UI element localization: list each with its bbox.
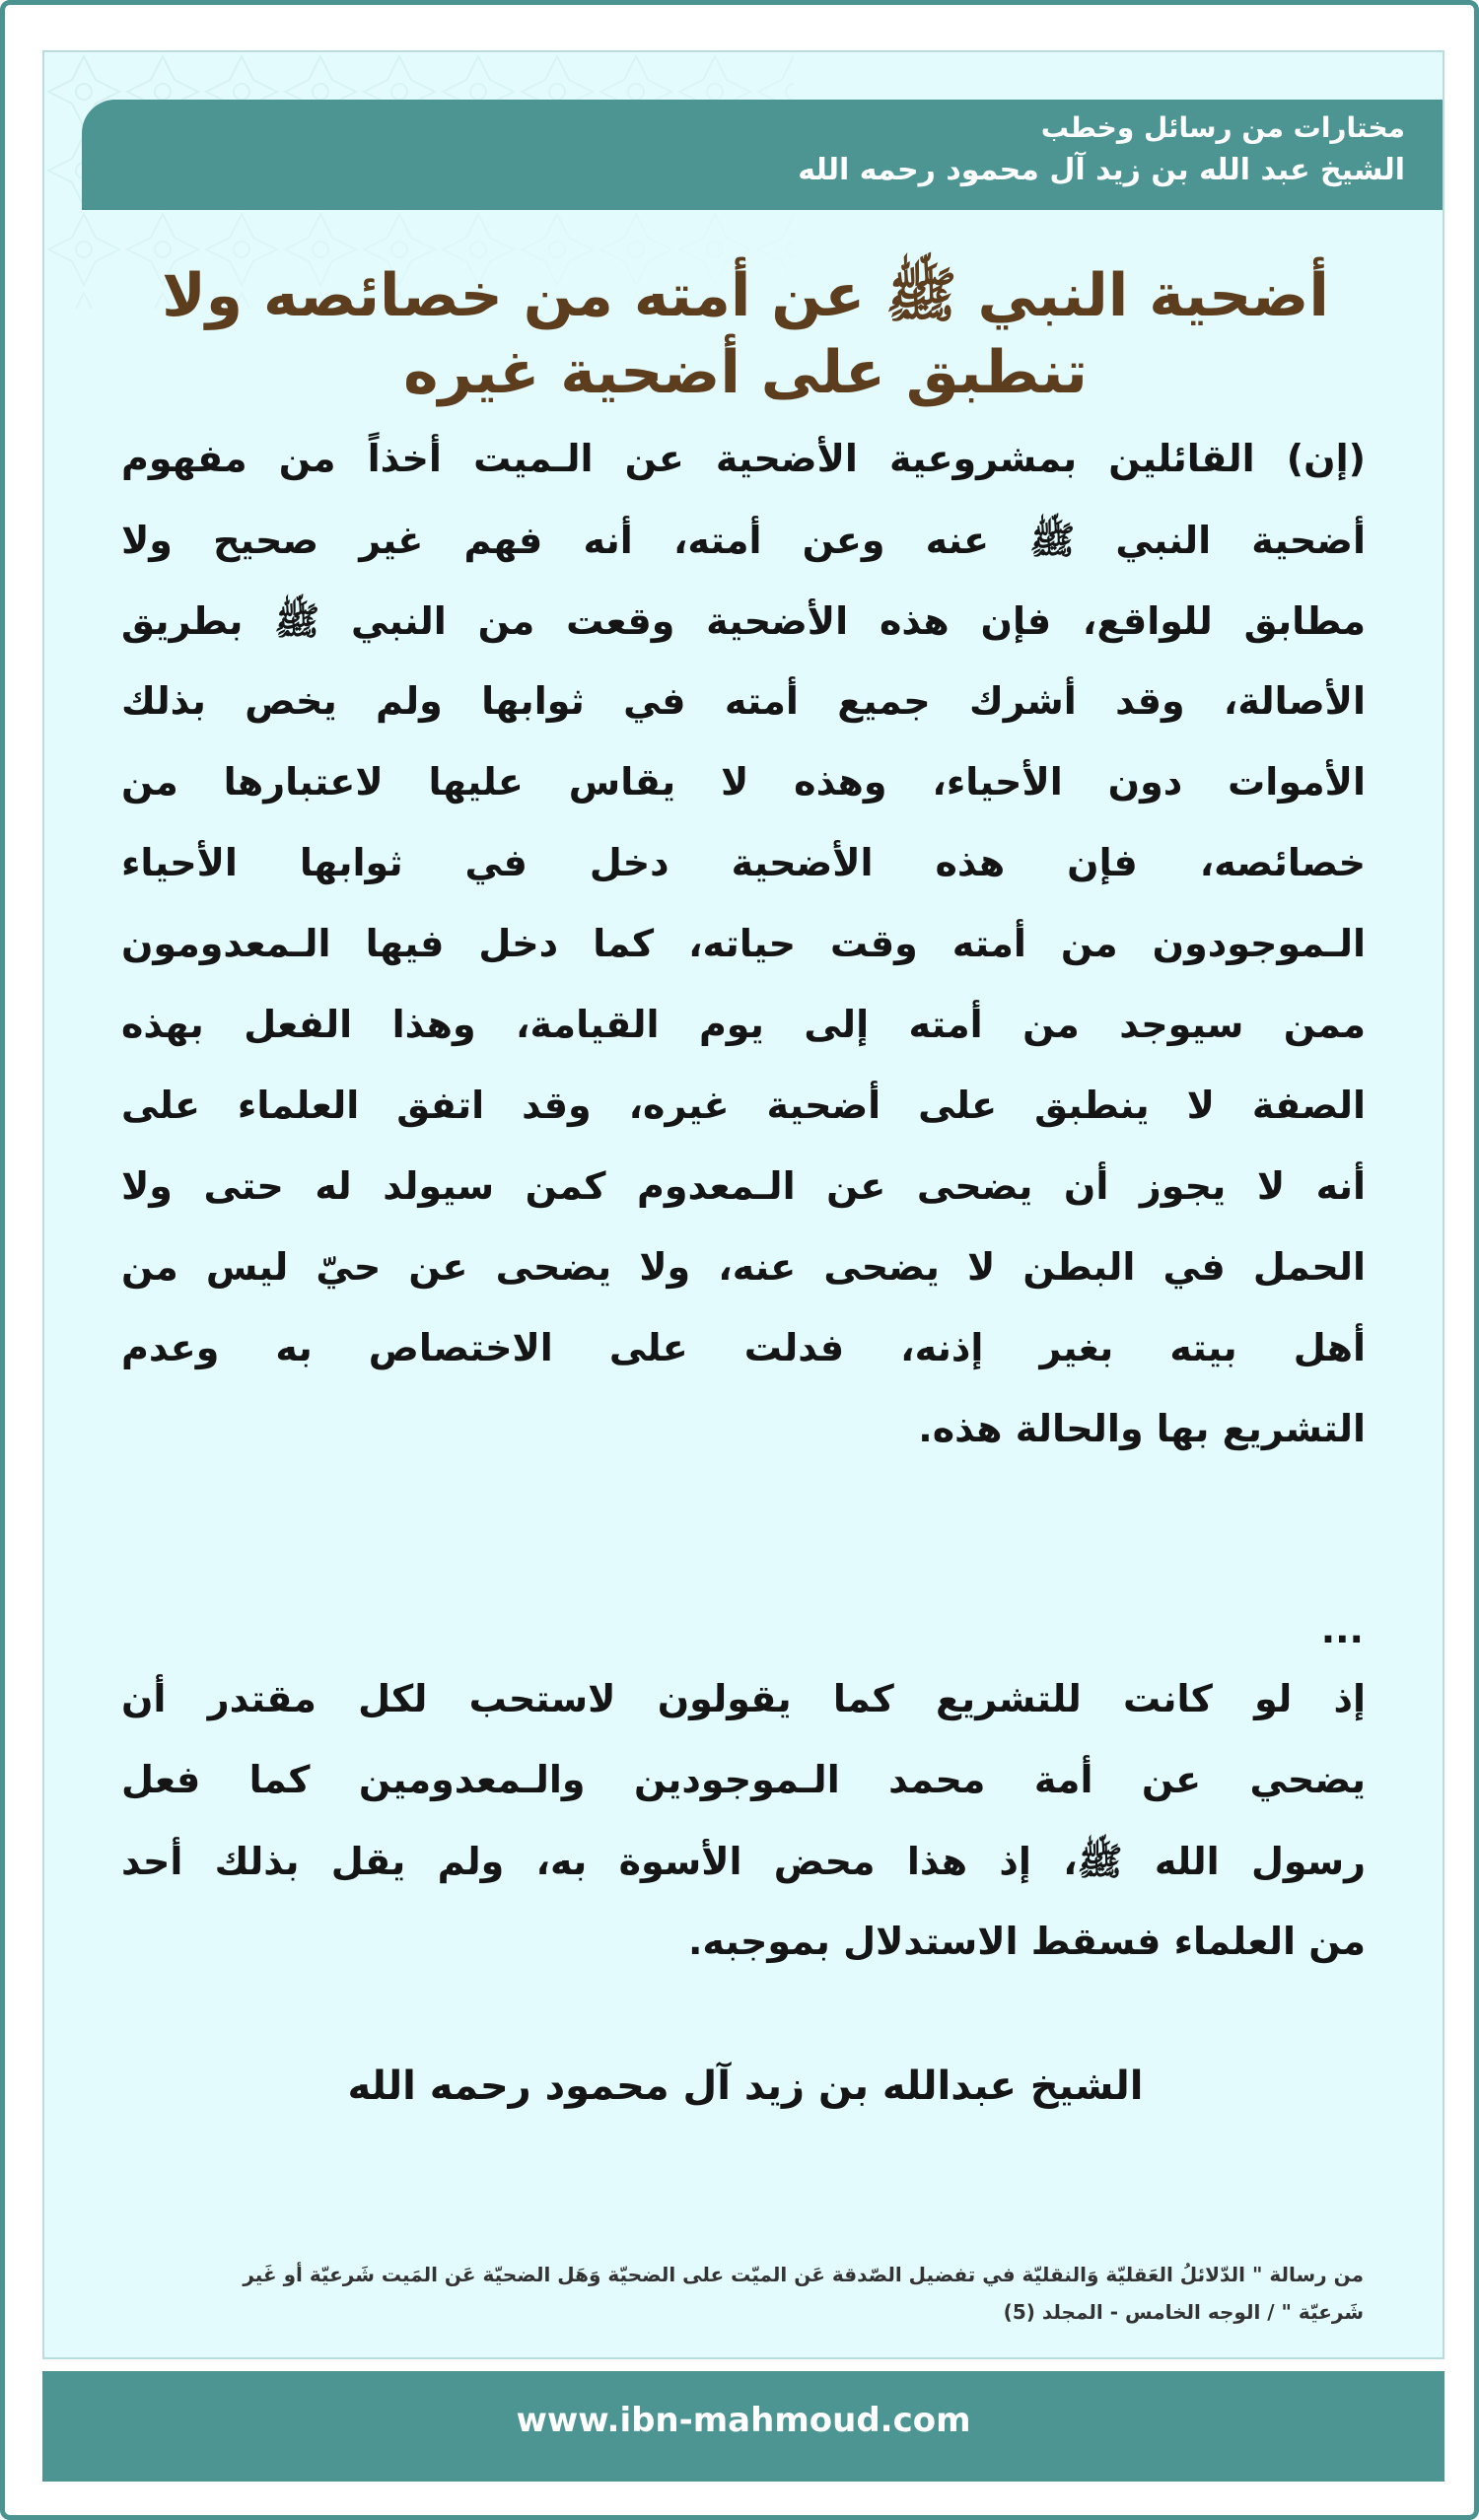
ellipsis: ... [1320, 1608, 1364, 1651]
source-citation-line-2: شَرعيّة " / الوجه الخامس - المجلد (5) [1003, 2300, 1364, 2324]
article-title-line-2: تنطبق على أضحية غيره [403, 338, 1088, 407]
paragraph-line: الـموجودون من أمته وقت حياته، كما دخل فيها الـمعدومون [121, 922, 1366, 965]
paragraph-line: أهل بيته بغير إذنه، فدلت على الاختصاص به وعدم [121, 1326, 1366, 1369]
paragraph-line: (إن) القائلين بمشروعية الأضحية عن الـميت أخذاً من مفهوم [121, 437, 1366, 480]
paragraph-line: يضحي عن أمة محمد الـموجودين والـمعدومين كما فعل [121, 1758, 1366, 1801]
content-panel [42, 50, 1444, 2359]
footer-bar [42, 2371, 1444, 2482]
paragraph-line: الحمل في البطن لا يضحى عنه، ولا يضحى عن حيّ ليس من [121, 1245, 1366, 1289]
website-link[interactable]: www.ibn-mahmoud.com [516, 2401, 971, 2440]
paragraph-line: رسول الله ﷺ، إذ هذا محض الأسوة به، ولم يقل بذلك أحد [121, 1840, 1366, 1883]
paragraph-line: التشريع بها والحالة هذه. [918, 1407, 1366, 1450]
paragraph-line: مطابق للواقع، فإن هذه الأضحية وقعت من النبي ﷺ بطريق [121, 599, 1366, 643]
author-name-header: الشيخ عبد الله بن زيد آل محمود رحمه الله [798, 153, 1405, 187]
author-signature: الشيخ عبدالله بن زيد آل محمود رحمه الله [347, 2064, 1144, 2109]
paragraph-line: إذ لو كانت للتشريع كما يقولون لاستحب لكل مقتدر أن [121, 1677, 1366, 1720]
paragraph-line: خصائصه، فإن هذه الأضحية دخل في ثوابها الأحياء [121, 841, 1366, 884]
source-citation-line-1: من رسالة " الدّلائلُ العَقليّة وَالنقليّة في تفضيل الصّدقة عَن الميّت على الضحيّة وَهَل الضحيّة عَن المَيت شَرعيّة أو غَير [243, 2263, 1364, 2286]
paragraph-line: الأموات دون الأحياء، وهذه لا يقاس عليها لاعتبارها من [121, 760, 1366, 804]
paragraph-line: الأصالة، وقد أشرك جميع أمته في ثوابها ولم يخص بذلك [121, 679, 1366, 723]
paragraph-line: ممن سيوجد من أمته إلى يوم القيامة، وهذا الفعل بهذه [121, 1003, 1366, 1046]
series-title: مختارات من رسائل وخطب [1040, 111, 1405, 144]
paragraph-line: أنه لا يجوز أن يضحى عن الـمعدوم كمن سيولد له حتى ولا [121, 1164, 1366, 1208]
paragraph-line: من العلماء فسقط الاستدلال بموجبه. [687, 1920, 1366, 1963]
paragraph-line: الصفة لا ينطبق على أضحية غيره، وقد اتفق العلماء على [121, 1084, 1366, 1127]
paragraph-line: أضحية النبي ﷺ عنه وعن أمته، أنه فهم غير صحيح ولا [121, 519, 1366, 562]
article-title-line-1: أضحية النبي ﷺ عن أمته من خصائصه ولا [162, 261, 1329, 330]
